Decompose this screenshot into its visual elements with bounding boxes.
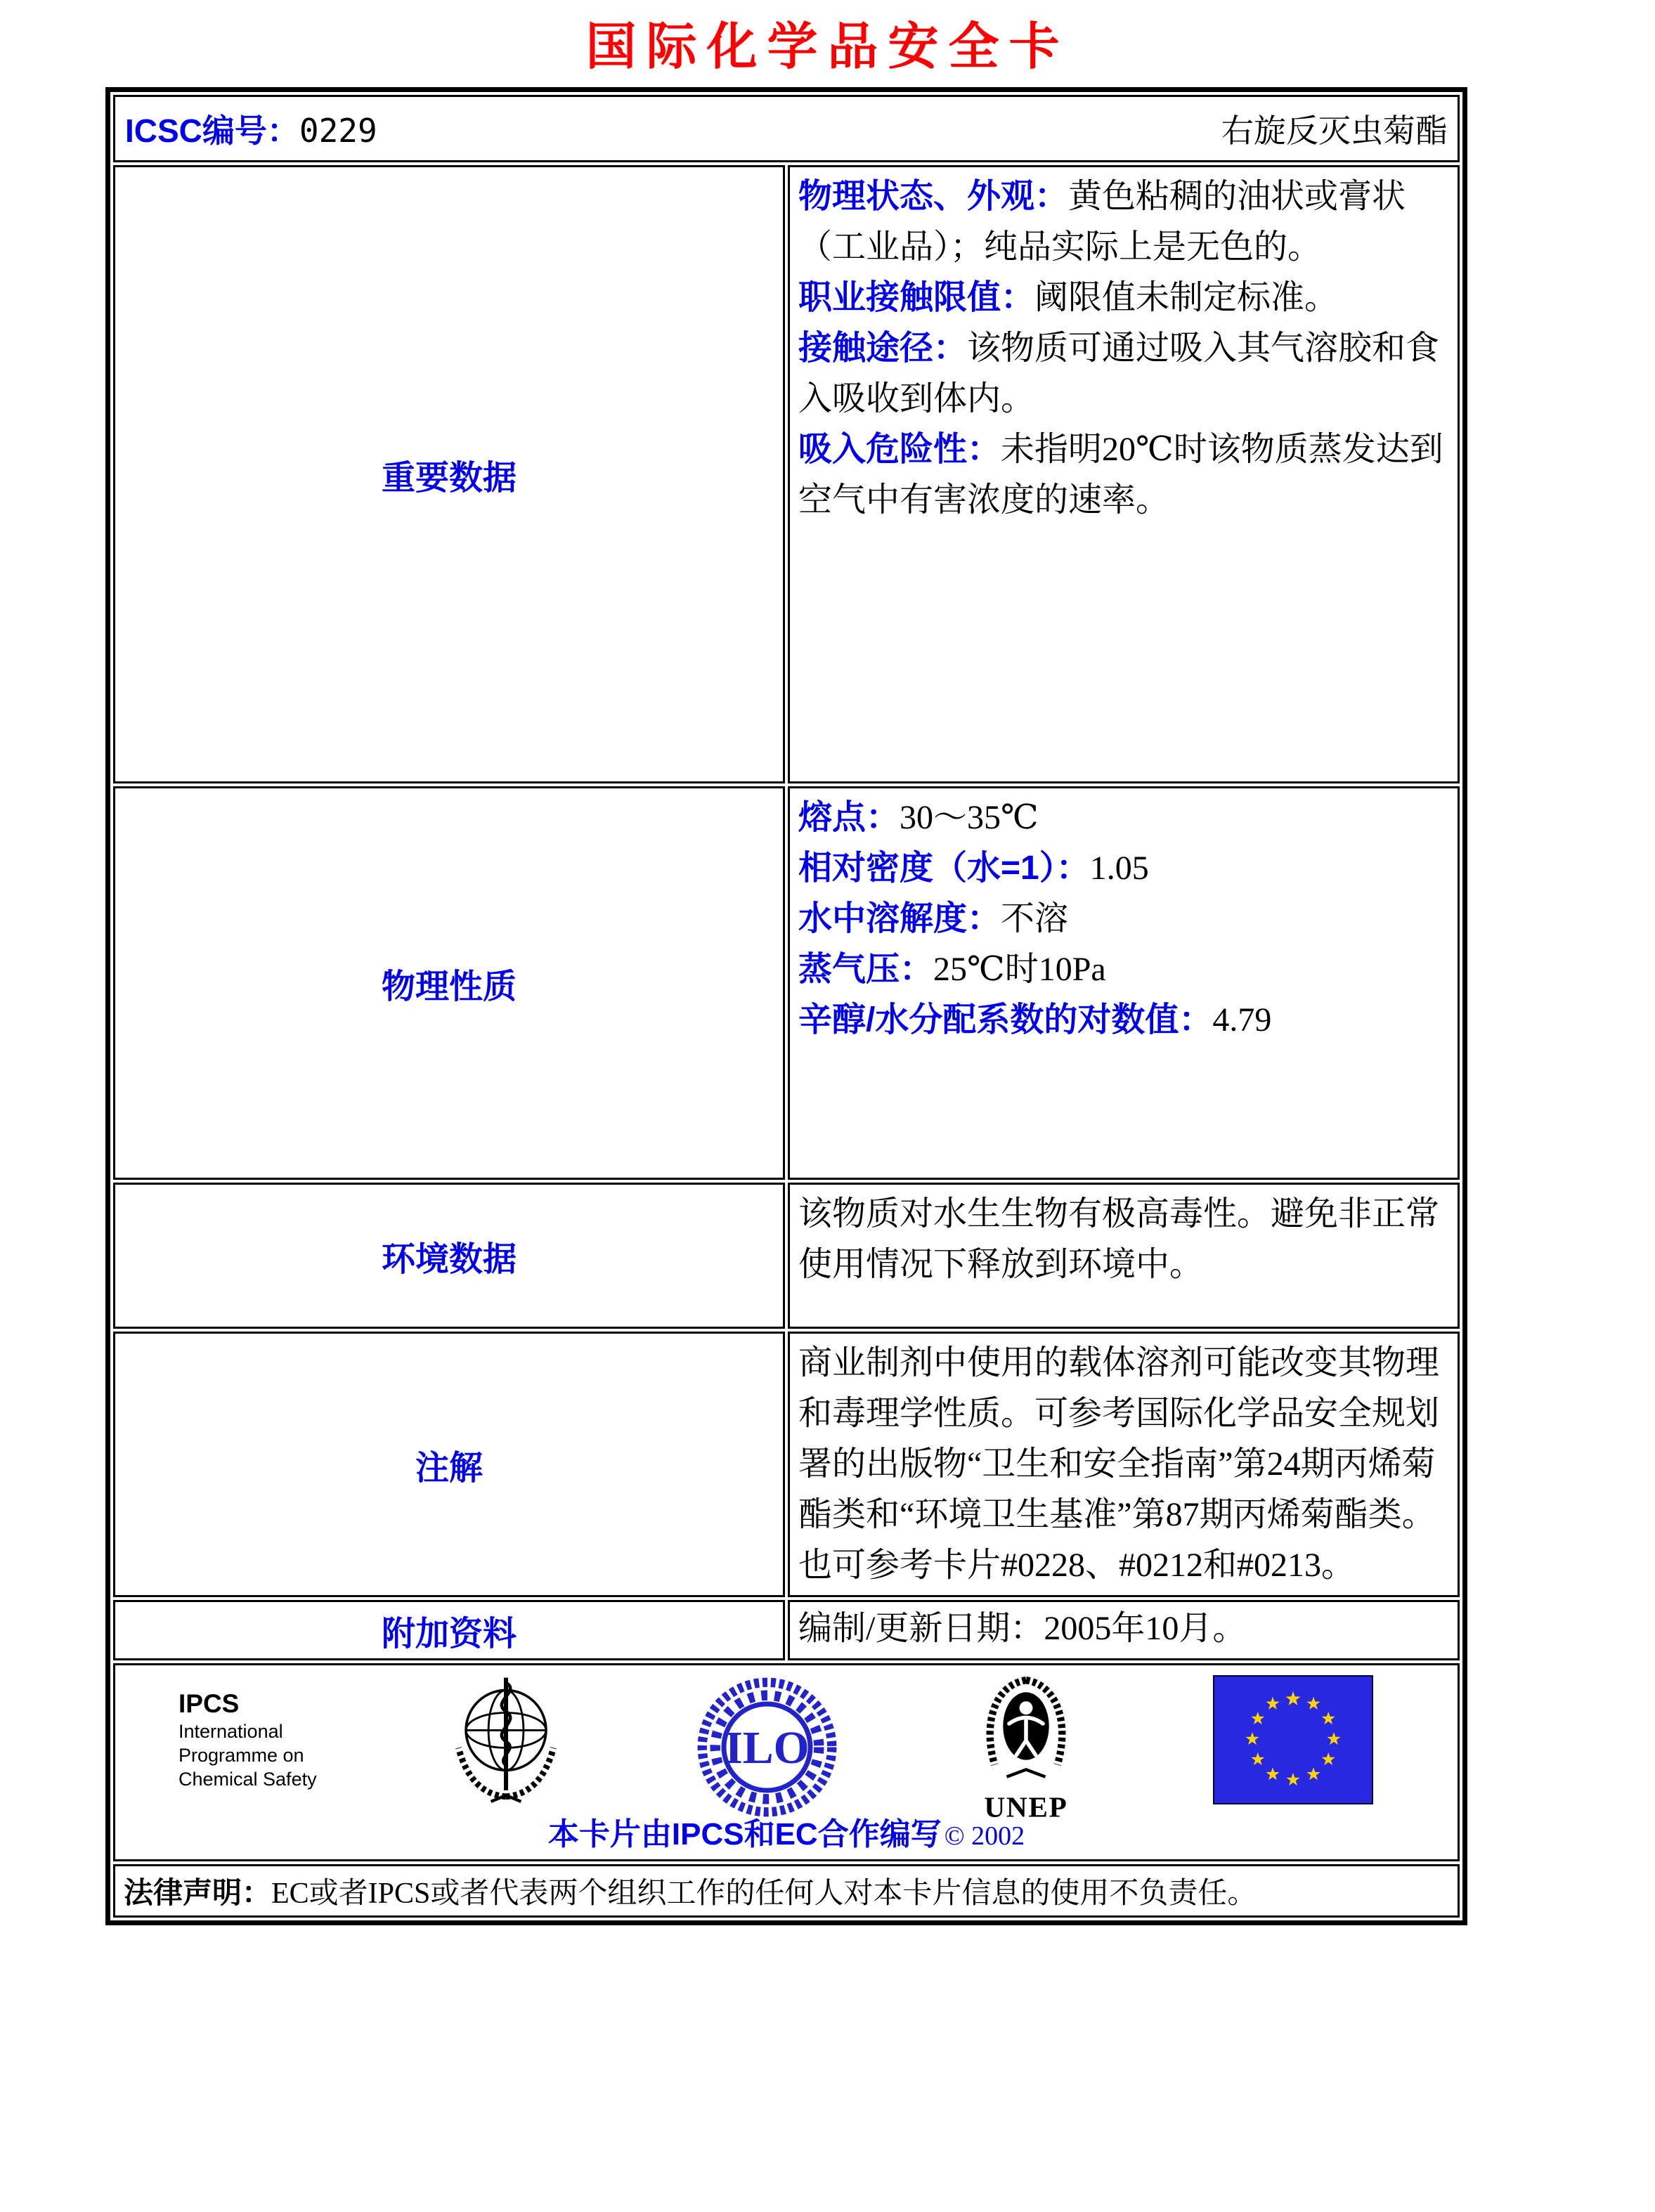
field-inhalation-risk <box>798 424 1449 526</box>
logos-row <box>113 1663 1460 1861</box>
field-key: 吸入危险性： <box>798 431 1001 468</box>
field-key: 物理状态、外观： <box>798 178 1069 215</box>
field-relative-density <box>798 843 1449 894</box>
field-key: 职业接触限值： <box>798 279 1035 316</box>
field-exposure-routes <box>798 323 1449 424</box>
environmental-data-row <box>113 1183 1460 1329</box>
field-value: 该物质可通过吸入其气溶胶和食入吸收到体内。 <box>798 330 1440 417</box>
ilo-letters: ILO <box>725 1723 810 1774</box>
chemical-name: 右旋反灭虫菊酯 <box>1221 113 1448 149</box>
field-value: 黄色粘稠的油状或膏状（工业品）；纯品实际上是无色的。 <box>798 178 1406 266</box>
environmental-data-label: 环境数据 <box>113 1183 785 1329</box>
page-title: 国际化学品安全卡 <box>585 19 1070 75</box>
notes-label: 注解 <box>113 1332 785 1597</box>
legal-label: 法律声明： <box>124 1876 272 1909</box>
additional-info-content <box>788 1600 1460 1660</box>
field-value: 2005年10月。 <box>1044 1610 1247 1647</box>
field-key: 编制/更新日期： <box>798 1610 1044 1647</box>
important-data-label: 重要数据 <box>113 165 785 783</box>
important-data-content <box>788 165 1460 783</box>
field-vapor-pressure <box>798 944 1449 995</box>
caption-text: 本卡片由IPCS和EC合作编写 <box>547 1817 942 1852</box>
cooperation-caption <box>115 1809 1458 1854</box>
field-value: 未指明20℃时该物质蒸发达到空气中有害浓度的速率。 <box>798 431 1443 519</box>
legal-text: EC或者IPCS或者代表两个组织工作的任何人对本卡片信息的使用不负责任。 <box>271 1878 1257 1910</box>
important-data-row <box>113 165 1460 783</box>
field-key: 辛醇/水分配系数的对数值： <box>798 1001 1213 1039</box>
ipcs-line-2: Programme on <box>179 1745 304 1766</box>
field-key: 相对密度（水=1）： <box>798 850 1090 887</box>
field-key: 熔点： <box>798 799 900 836</box>
field-key: 接触途径： <box>798 330 968 367</box>
unep-logo <box>966 1675 1086 1824</box>
field-value: 不溶 <box>1001 900 1069 937</box>
ipcs-text-block <box>179 1675 317 1792</box>
field-value: 1.05 <box>1089 850 1149 887</box>
icsc-number-value: 0229 <box>299 112 377 150</box>
who-logo <box>443 1675 569 1813</box>
icsc-number-group <box>125 105 377 152</box>
notes-row <box>113 1332 1460 1597</box>
unep-letters: UNEP <box>984 1790 1068 1823</box>
field-logkow <box>798 995 1449 1046</box>
field-value: 25℃时10Pa <box>933 951 1106 988</box>
field-update-date <box>798 1603 1449 1654</box>
environmental-data-text: 该物质对水生生物有极高毒性。避免非正常使用情况下释放到环境中。 <box>798 1195 1440 1283</box>
field-physical-state <box>798 171 1449 273</box>
additional-info-row <box>113 1600 1460 1660</box>
ipcs-line-1: International <box>179 1721 283 1743</box>
ipcs-line-3: Chemical Safety <box>179 1768 317 1790</box>
icsc-number-label: ICSC编号： <box>125 112 299 149</box>
header-row <box>113 95 1460 162</box>
environmental-data-content <box>788 1183 1460 1329</box>
header-cell <box>113 95 1460 162</box>
field-value: 30～35℃ <box>900 799 1039 836</box>
notes-text: 商业制剂中使用的载体溶剂可能改变其物理和毒理学性质。可参考国际化学品安全规划署的出版物“卫生和安全指南”第24期丙烯菊酯类和“环境卫生基准”第87期丙烯菊酯类。也可参考卡片#0228、#0212和#0213。 <box>798 1344 1440 1584</box>
physical-properties-label: 物理性质 <box>113 786 785 1180</box>
field-value: 4.79 <box>1212 1001 1272 1039</box>
ilo-logo <box>695 1675 839 1819</box>
legal-row <box>113 1864 1460 1918</box>
logos-cell <box>113 1663 1460 1861</box>
field-melting-point <box>798 793 1449 843</box>
field-key: 蒸气压： <box>798 951 934 988</box>
field-occupational-limit <box>798 273 1449 323</box>
eu-flag <box>1213 1675 1373 1804</box>
safety-card-table <box>105 87 1467 1925</box>
copyright-text: © 2002 <box>944 1821 1025 1851</box>
field-water-solubility <box>798 894 1449 944</box>
ipcs-acronym: IPCS <box>179 1689 240 1718</box>
field-key: 水中溶解度： <box>798 900 1001 937</box>
physical-properties-content <box>788 786 1460 1180</box>
field-value: 阈限值未制定标准。 <box>1034 279 1339 316</box>
additional-info-label: 附加资料 <box>113 1600 785 1660</box>
physical-properties-row <box>113 786 1460 1180</box>
legal-cell <box>113 1864 1460 1918</box>
notes-content <box>788 1332 1460 1597</box>
